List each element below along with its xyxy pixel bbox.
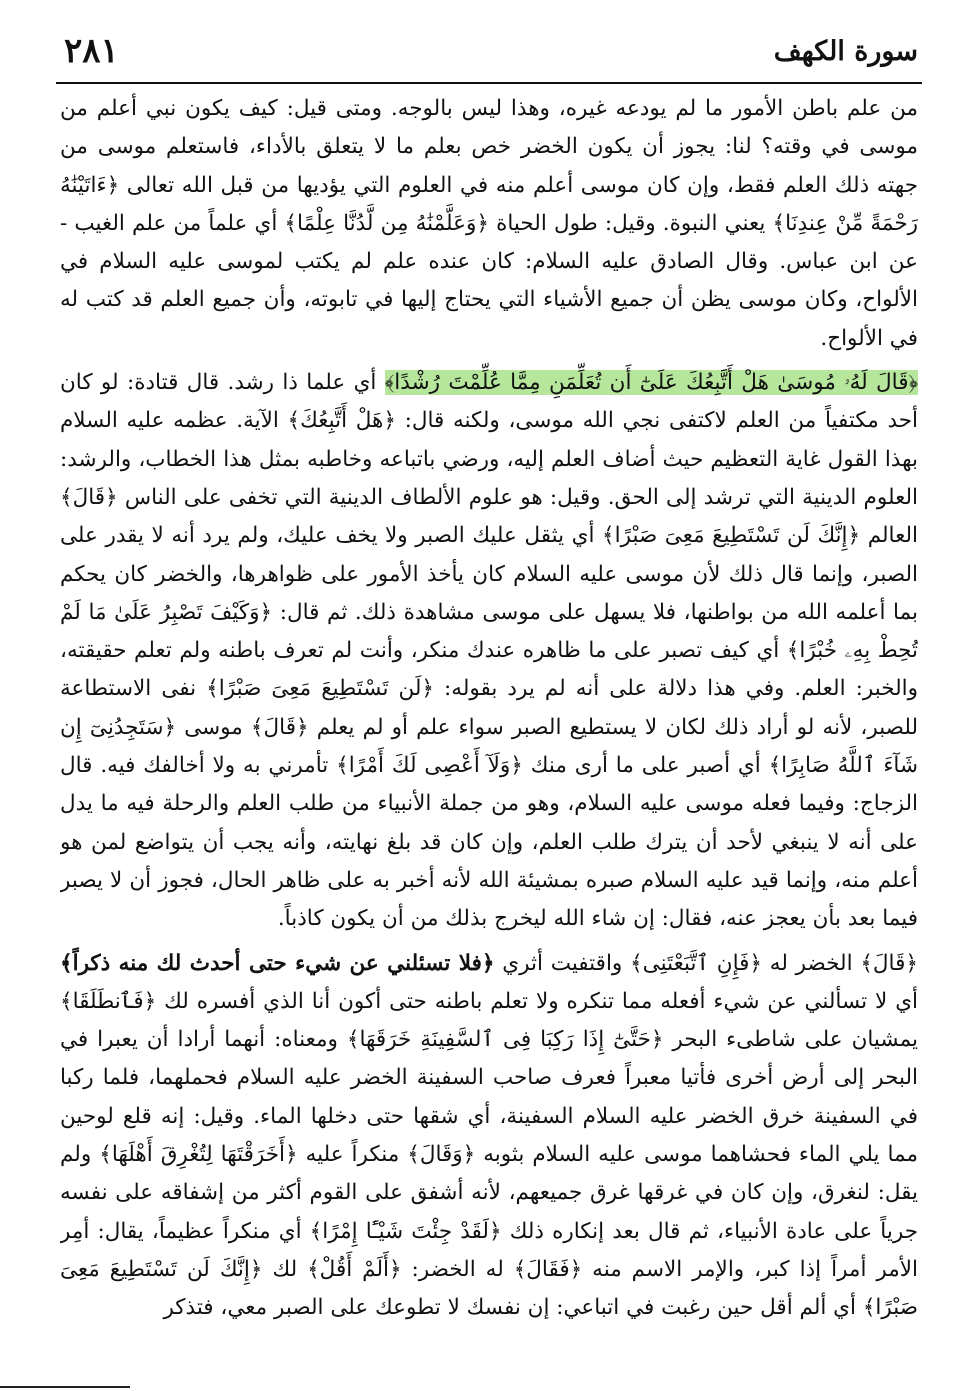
paragraph-2 <box>60 364 918 938</box>
paragraph-1: من علم باطن الأمور ما لم يودعه غيره، وهذا ليس بالوجه. ومتى قيل: كيف يكون نبي أعلم من موسى في وقته؟ لنا: يجوز أن يكون الخضر خص بعلم ما لا يتعلق بالأداء، فاستعلم موسى من جهته ذلك العلم فقط، وإن كان موسى أعلم منه في العلوم التي يؤديها من قبل الله تعالى ﴿ءَاتَيْنَٰهُ رَحْمَةً مِّنْ عِندِنَا﴾ يعني النبوة. وقيل: طول الحياة ﴿وَعَلَّمْنَٰهُ مِن لَّدُنَّا عِلْمًا﴾ أي علماً من علم الغيب - عن ابن عباس. وقال الصادق عليه السلام: كان عنده علم لم يكتب لموسى عليه السلام في الألواح، وكان موسى يظن أن جميع الأشياء التي يحتاج إليها في تابوته، وأن جميع العلم قد كتب له في الألواح. <box>60 96 918 351</box>
page-header <box>56 26 922 76</box>
page-number: ٢٨١ <box>64 31 119 71</box>
paragraph-3 <box>60 945 918 1328</box>
verse-lead: ﴿قَالَ﴾ الخضر له ﴿فَإِنِ ٱتَّبَعْتَنِى﴾ واقتفيت أثري <box>502 950 918 976</box>
paragraph-2-text: أي علما ذا رشد. قال قتادة: لو كان أحد مكتفياً من العلم لاكتفى نجي الله موسى، ولكنه قال: ﴿هَلْ أَتَّبِعُكَ﴾ الآية. عظمه عليه السلام بهذا القول غاية التعظيم حيث أضاف العلم إليه، ورضي باتباعه وخاطبه بمثل هذا الخطاب، والرشد: العلوم الدينية التي ترشد إلى الحق. وقيل: هو علوم الألطاف الدينية التي تخفى على الناس ﴿قَالَ﴾ العالم ﴿إِنَّكَ لَن تَسْتَطِيعَ مَعِىَ صَبْرًا﴾ أي يثقل عليك الصبر ولا يخف عليك، ولم يرد أنه لا يقدر على الصبر، وإنما قال ذلك لأن موسى عليه السلام كان يأخذ الأمور على ظواهرها، والخضر كان يحكم بما أعلمه الله من بواطنها، فلا يسهل على موسى مشاهدة ذلك. ثم قال: ﴿وَكَيْفَ تَصْبِرُ عَلَىٰ مَا لَمْ تُحِطْ بِهِۦ خُبْرًا﴾ أي كيف تصبر على ما ظاهره عندك منكر، وأنت لم تعرف باطنه ولم تعلم حقيقته، والخبر: العلم. وفي هذا دلالة على أنه لم يرد بقوله: ﴿لَن تَسْتَطِيعَ مَعِىَ صَبْرًا﴾ نفى الاستطاعة للصبر، لأنه لو أراد ذلك لكان لا يستطيع الصبر سواء علم أو لم يعلم ﴿قَالَ﴾ موسى ﴿سَتَجِدُنِىٓ إِن شَآءَ ٱللَّهُ صَابِرًا﴾ أي أصبر على ما أرى منك ﴿وَلَآ أَعْصِى لَكَ أَمْرًا﴾ تأمرني به ولا أخالفك فيه. قال الزجاج: وفيما فعله موسى عليه السلام، وهو من جملة الأنبياء من طلب العلم والرحلة فيه ما يدل على أنه لا ينبغي لأحد أن يترك طلب العلم، وإن كان قد بلغ نهايته، وأنه يجب أن يتواضع لمن هو أعلم منه، وإنما قيد عليه السلام صبره بمشيئة الله لأنه أخبر به على ظاهر الحال، فجوز أن لا يصبر فيما بعد بأن يعجز عنه، فقال: إن شاء الله ليخرج بذلك من أن يكون كاذباً. <box>60 370 918 932</box>
header-rule <box>56 82 922 84</box>
footer-rule <box>0 1386 130 1388</box>
paragraph-3-text: أي لا تسألني عن شيء أفعله مما تنكره ولا تعلم باطنه حتى أكون أنا الذي أفسره لك ﴿فَٱنطَلَقَا﴾ يمشيان على شاطىء البحر ﴿حَتَّىٰٓ إِذَا رَكِبَا فِى ٱلسَّفِينَةِ خَرَقَهَا﴾ ومعناه: أنهما أرادا أن يعبرا في البحر إلى أرض أخرى فأتيا معبراً فعرف صاحب السفينة الخضر عليه السلام فحملهما، فلما ركبا في السفينة خرق الخضر عليه السلام السفينة، أي شقها حتى دخلها الماء. وقيل: إنه قلع لوحين مما يلي الماء فحشاهما موسى عليه السلام بثوبه ﴿وَقَالَ﴾ منكراً عليه ﴿أَخَرَقْتَهَا لِتُغْرِقَ أَهْلَهَا﴾ ولم يقل: لنغرق، وإن كان في غرقها غرق جميعهم، لأنه أشفق على القوم أكثر من إشفاقه على نفسه جرياً على عادة الأنبياء، ثم قال بعد إنكاره ذلك ﴿لَقَدْ جِئْتَ شَيْـًٔا إِمْرًا﴾ أي منكراً عظيماً، يقال: أمِر الأمر أمراً إذا كبر، والإمر الاسم منه ﴿فَقَالَ﴾ له الخضر: ﴿أَلَمْ أَقُلْ﴾ لك ﴿إِنَّكَ لَن تَسْتَطِيعَ مَعِىَ صَبْرًا﴾ أي ألم أقل حين رغبت في اتباعي: إن نفسك لا تطوعك على الصبر معي، فتذكر <box>60 988 918 1321</box>
sura-title: سورة الكهف <box>773 35 918 67</box>
bold-verse: ﴿فلا تسئلني عن شيء حتى أحدث لك منه ذكراً﴾ <box>60 950 495 976</box>
highlighted-verse[interactable]: ﴿قَالَ لَهُۥ مُوسَىٰ هَلْ أَتَّبِعُكَ عَلَىٰٓ أَن تُعَلِّمَنِ مِمَّا عُلِّمْتَ رُشْدًا﴾ <box>384 370 918 396</box>
page-body <box>60 90 918 1351</box>
